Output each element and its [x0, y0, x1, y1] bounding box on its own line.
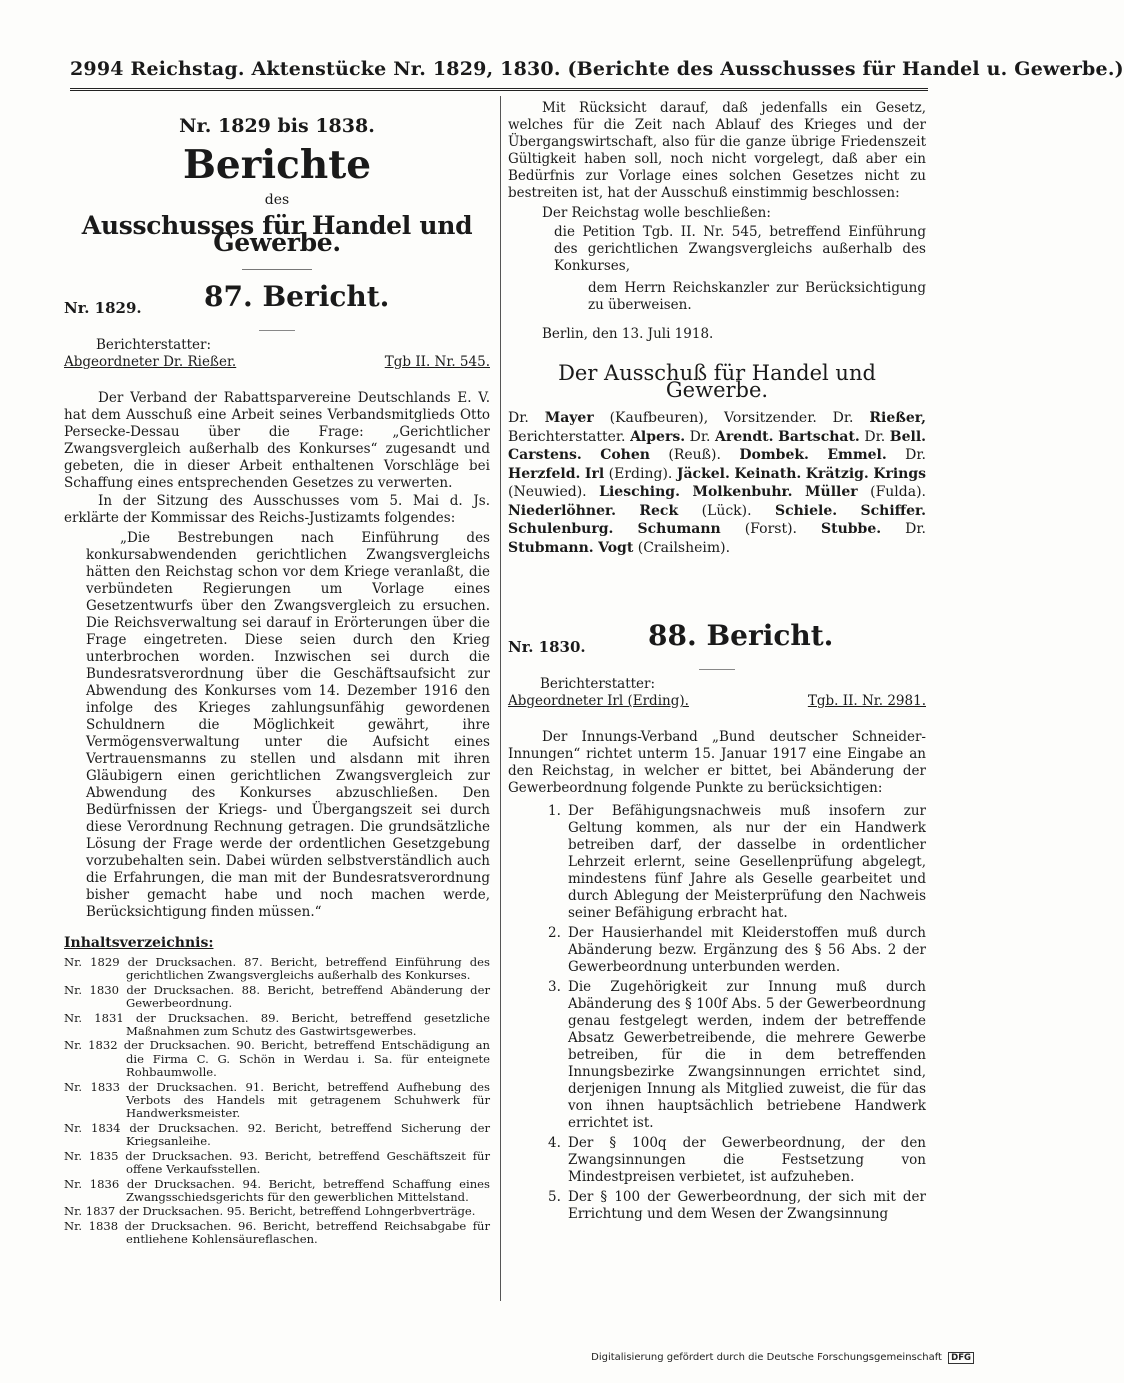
column-divider	[500, 96, 501, 1301]
bericht-88-nr: Nr. 1830.	[508, 638, 586, 656]
wolle-beschliessen: Der Reichstag wolle beschließen:	[542, 205, 771, 221]
inhalt-entry: Nr. 1831 der Drucksachen. 89. Bericht, betreffend gesetzliche Maßnahmen zum Schutz des Gastwirtsgewerbes.	[64, 1010, 490, 1039]
member-text	[680, 484, 693, 500]
list-item	[508, 803, 926, 922]
berichte-title: Berichte	[182, 142, 372, 188]
dfg-logo: DFG	[948, 1352, 974, 1364]
ausschuss-title: Ausschusses für Handel und Gewerbe.	[81, 211, 473, 257]
member-name: Dombek.	[739, 447, 809, 463]
member-name: Reck	[639, 502, 679, 519]
paragraph-quote: „Die Bestrebungen nach Einführung des konkursabwendenden gerichtlichen Zwangsvergleichs hätten den Reichstag schon vor dem Kriege veranlaßt, die verbündeten Regierungen um Vorlage eines Gesetzentwurfs über den Zwangsvergleich zu ersuchen. Die Reichsverwaltung sei darauf in Erörterungen über die Frage eingetreten. Diese seien durch den Krieg unterbrochen worden. Inzwischen sei durch die Bundesratsverordnung über die Geschäftsaufsicht zur Abwendung des Konkurses vom 14. Dezember 1916 den infolge des Krieges zahlungsunfähig gewordenen Schuldnern die Möglichkeit gewährt, ihre Vermögensverwaltung unter die Aufsicht eines Vertrauensmanns zu stellen und alsdann mit ihren Gläubigern einen gerichtlichen Zwangsvergleich zur Abwendung des Konkurses abzuschließen. Den Bedürfnissen der Kriegs- und Übergangszeit sei durch diese Verordnung Rechnung getragen. Die grundsätzliche Lösung der Frage werde der ordentlichen Gesetzgebung vorzubehalten sein. Dabei würden selbstverständlich auch die Erfahrungen, die man mit der Bundesratsverordnung bisher gemacht habe und noch machen werde, Berücksichtigung finden müssen.“	[86, 530, 490, 920]
page-header	[70, 58, 1124, 80]
bericht-87-nr: Nr. 1829.	[64, 299, 142, 317]
section-rule	[242, 269, 312, 270]
list-item-number: 5.	[548, 1189, 561, 1205]
member-text: Dr.	[881, 521, 927, 537]
member-name: Bartschat.	[778, 428, 860, 445]
inhalt-title: Inhaltsverzeichnis:	[64, 935, 214, 951]
member-name: Mayer	[544, 410, 594, 426]
antrag-ueberweisen: dem Herrn Reichskanzler zur Berücksichtigung zu überweisen.	[588, 280, 926, 313]
list-item	[508, 1135, 926, 1186]
inhalt-entry: Nr. 1830 der Drucksachen. 88. Bericht, betreffend Abänderung der Gewerbeordnung.	[64, 982, 490, 1011]
page-number: 2994	[70, 58, 124, 80]
ausschuss-signature: Der Ausschuß für Handel und Gewerbe.	[558, 361, 876, 402]
bericht-87-heading	[64, 280, 490, 328]
paragraph-ruecksicht: Mit Rücksicht darauf, daß jedenfalls ein Gesetz, welches für die Zeit nach Ablauf des Krieges und der Übergangswirtschaft, also für die ganze übrige Friedenszeit Gültigkeit haben soll, noch nicht vorgelegt, daß aber ein Bedürfnis zur Vorlage eines solchen Gesetzes nicht zu bestreiten ist, hat der Ausschuß einstimmig beschlossen:	[508, 100, 926, 201]
tiny-rule	[259, 330, 295, 331]
nr-range: Nr. 1829 bis 1838.	[179, 115, 375, 137]
list-item-text: Der Hausierhandel mit Kleiderstoffen muß durch Abänderung bezw. Ergänzung des § 56 Abs. 2 der Gewerbeordnung unterbunden werden.	[568, 925, 926, 975]
member-name: Schulenburg.	[508, 521, 614, 537]
member-name: Herzfeld.	[508, 465, 581, 482]
member-name: Schumann	[637, 521, 721, 537]
member-name: Bell.	[889, 428, 927, 445]
abgeordneter-name: Abgeordneter Irl (Erding).	[508, 693, 689, 709]
member-name: Schiele.	[774, 502, 838, 519]
member-name: Rießer,	[869, 410, 927, 426]
member-text: Dr.	[859, 428, 890, 445]
date-line: Berlin, den 13. Juli 1918.	[542, 326, 714, 342]
member-text: (Lück).	[678, 502, 775, 519]
inhalt-entry: Nr. 1835 der Drucksachen. 93. Bericht, betreffend Geschäftszeit für offene Verkaufsstellen.	[64, 1148, 490, 1177]
member-text: Berichterstatter.	[508, 428, 631, 445]
member-name: Alpers.	[630, 428, 686, 445]
list-item	[508, 979, 926, 1132]
member-text: (Kaufbeuren), Vorsitzender. Dr.	[593, 410, 870, 426]
inhalt-list	[64, 956, 490, 1247]
member-name: Krings	[873, 465, 927, 482]
abgeordneter-line	[508, 693, 926, 713]
member-name: Emmel.	[827, 447, 887, 463]
member-name: Molkenbuhr.	[692, 484, 793, 500]
header-title: Reichstag. Aktenstücke Nr. 1829, 1830. (Berichte des Ausschusses für Handel u. Gewerbe.)	[130, 58, 1124, 80]
list-item-number: 3.	[548, 979, 561, 995]
berichterstatter-label: Berichterstatter:	[540, 676, 656, 692]
member-text: (Forst).	[720, 521, 822, 537]
member-text: (Reuß).	[649, 447, 740, 463]
berichterstatter-label: Berichterstatter:	[96, 337, 212, 353]
paragraph-innungs-verband: Der Innungs-Verband „Bund deutscher Schneider-Innungen“ richtet unterm 15. Januar 1917 eine Eingabe an den Reichstag, in welcher er bittet, bei Abänderung der Gewerbeordnung folgende Punkte zu berücksichtigen:	[508, 729, 926, 796]
member-name: Müller	[805, 484, 858, 500]
left-column	[64, 100, 490, 1248]
header-rule	[70, 88, 928, 91]
list-item-text: Der § 100q der Gewerbeordnung, der den Zwangsinnungen die Festsetzung von Mindestpreisen verbietet, ist aufzuheben.	[568, 1135, 926, 1185]
list-item-text: Der Befähigungsnachweis muß insofern zur Geltung kommen, als nur der ein Handwerk betreiben darf, der dasselbe in ordentlicher Lehrzeit erlernt, seine Gesellenprüfung abgelegt, mindestens fünf Jahre als Geselle gearbeitet und durch Ablegung der Meisterprüfung den Nachweis seiner Befähigung erbracht hat.	[568, 803, 926, 921]
list-item-number: 1.	[548, 803, 561, 819]
footer-credit	[591, 1352, 974, 1364]
member-name: Irl	[584, 465, 605, 482]
antrag-petition: die Petition Tgb. II. Nr. 545, betreffend Einführung des gerichtlichen Zwangsvergleichs außerhalb des Konkurses,	[554, 224, 926, 274]
member-text: Dr.	[685, 428, 716, 445]
member-name: Vogt	[598, 539, 634, 556]
list-item-text: Der § 100 der Gewerbeordnung, der sich mit der Errichtung und dem Wesen der Zwangsinnung	[568, 1189, 926, 1222]
inhalt-entry: Nr. 1834 der Drucksachen. 92. Bericht, betreffend Sicherung der Kriegsanleihe.	[64, 1120, 490, 1149]
member-name: Keinath.	[734, 465, 802, 482]
member-text: Dr.	[886, 447, 926, 463]
tagebuch-number: Tgb. II. Nr. 2981.	[807, 693, 926, 709]
member-name: Stubbe.	[821, 521, 882, 537]
tiny-rule	[699, 669, 735, 670]
member-name: Liesching.	[599, 484, 680, 500]
punkte-list	[508, 803, 926, 1223]
tagebuch-number: Tgb II. Nr. 545.	[384, 354, 490, 370]
member-text: (Fulda).	[857, 484, 927, 500]
member-name: Stubmann.	[508, 539, 594, 556]
bericht-87-title: 87. Bericht.	[204, 280, 390, 313]
member-text	[582, 447, 600, 463]
paragraph-verband: Der Verband der Rabattsparvereine Deutschlands E. V. hat dem Ausschuß eine Arbeit seines Verbandsmitglieds Otto Persecke-Dessau über die Frage: „Gerichtlicher Zwangsvergleich außerhalb des Konkurses“ zugesandt und gebeten, die in dieser Arbeit enthaltenen Vorschläge bei Schaffung eines entsprechenden Gesetzes zu verwerten.	[64, 390, 490, 491]
list-item	[508, 1189, 926, 1223]
member-text: Dr.	[508, 410, 545, 426]
footer-text: Digitalisierung gefördert durch die Deutsche Forschungsgemeinschaft	[591, 1352, 942, 1363]
member-name: Niederlöhner.	[508, 502, 616, 519]
right-column	[508, 100, 926, 1226]
list-item-text: Die Zugehörigkeit zur Innung muß durch Abänderung des § 100f Abs. 5 der Gewerbeordnung genau festgelegt werden, indem der betreffende Absatz Gewerbetreibende, die mehrere Gewerbe betreiben, für die in dem betreffenden Innungsbezirke Zwangsinnungen errichtet sind, derjenigen Innung als Mitglied zuweist, die für das von ihnen hauptsächlich betriebene Handwerk errichtet ist.	[568, 979, 926, 1131]
member-name: Cohen	[600, 447, 650, 463]
member-name: Arendt.	[715, 428, 774, 445]
inhalt-entry: Nr. 1829 der Drucksachen. 87. Bericht, betreffend Einführung des gerichtlichen Zwangsvergleichs außerhalb des Konkurses.	[64, 955, 490, 983]
member-name: Krätzig.	[805, 465, 869, 482]
member-list	[508, 409, 926, 557]
member-name: Schiffer.	[860, 502, 927, 519]
member-text	[793, 484, 806, 500]
abgeordneter-name: Abgeordneter Dr. Rießer.	[64, 354, 237, 370]
inhalt-entry: Nr. 1836 der Drucksachen. 94. Bericht, betreffend Schaffung eines Zwangsschiedsgerichts für den gewerblichen Mittelstand.	[64, 1176, 490, 1204]
inhalt-entry: Nr. 1837 der Drucksachen. 95. Bericht, betreffend Lohngerbverträge.	[64, 1204, 476, 1219]
des-word: des	[264, 192, 290, 208]
member-text	[837, 503, 860, 519]
inhalt-entry: Nr. 1832 der Drucksachen. 90. Bericht, betreffend Entschädigung an die Firma C. G. Schön in Werdau i. Sa. für enteignete Rohbaumwolle.	[64, 1038, 490, 1080]
member-name: Carstens.	[508, 447, 582, 463]
bericht-88-heading	[508, 619, 926, 667]
abgeordneter-line	[64, 354, 490, 374]
member-text	[613, 521, 637, 537]
paragraph-sitzung: In der Sitzung des Ausschusses vom 5. Mai d. Js. erklärte der Kommissar des Reichs-Justizamts folgendes:	[64, 493, 490, 526]
member-text: (Erding).	[604, 465, 677, 482]
member-text	[809, 447, 827, 463]
member-name: Jäckel.	[676, 465, 730, 482]
member-text: (Crailsheim).	[633, 539, 731, 556]
list-item-number: 2.	[548, 925, 561, 941]
bericht-88-title: 88. Bericht.	[648, 619, 834, 652]
inhalt-entry: Nr. 1838 der Drucksachen. 96. Bericht, betreffend Reichsabgabe für entliehene Kohlensäureflaschen.	[64, 1218, 490, 1247]
inhalt-entry: Nr. 1833 der Drucksachen. 91. Bericht, betreffend Aufhebung des Verbots des Handels mit getragenem Schuhwerk für Handwerksmeister.	[64, 1079, 490, 1121]
list-item	[508, 925, 926, 976]
member-text	[616, 503, 639, 519]
member-text: (Neuwied).	[508, 484, 600, 500]
list-item-number: 4.	[548, 1135, 561, 1151]
